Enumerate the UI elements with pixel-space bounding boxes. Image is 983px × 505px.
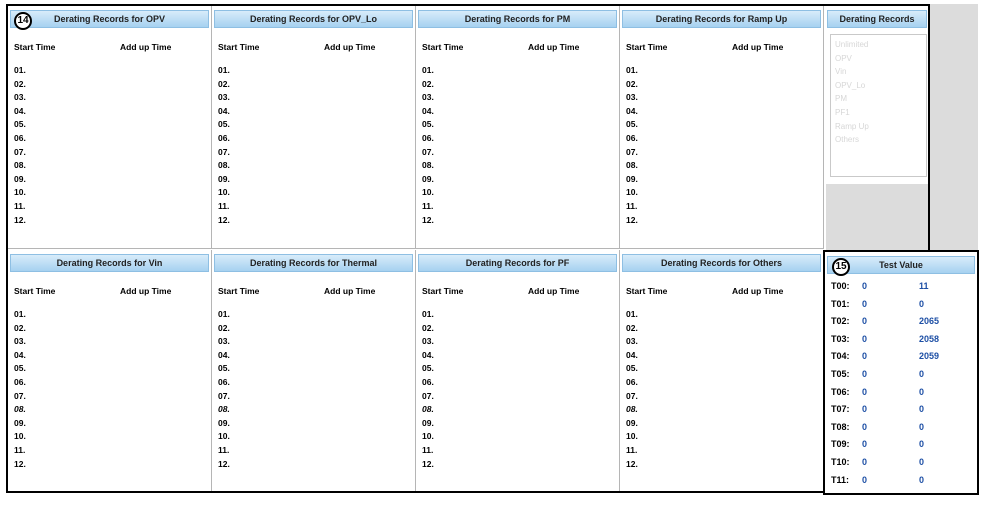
test-value-b: 0 xyxy=(919,298,925,309)
test-value-a: 0 xyxy=(862,404,868,415)
test-value-label: T11: xyxy=(831,474,850,485)
derating-records-option[interactable]: Vin xyxy=(835,67,847,77)
test-value-b: 0 xyxy=(919,457,925,467)
record-row-label: 10. xyxy=(626,431,638,442)
record-row-label: 04. xyxy=(626,349,638,360)
test-value-a: 0 xyxy=(862,474,868,485)
record-row-label: 11. xyxy=(626,200,638,211)
column-header-add-up-time: Add up Time xyxy=(324,286,376,296)
test-value-a: 0 xyxy=(862,386,868,397)
record-row-label: 07. xyxy=(14,390,26,401)
record-row-label: 09. xyxy=(626,173,638,184)
test-value-a: 0 xyxy=(862,316,868,327)
records-frame xyxy=(6,4,930,493)
record-row-label: 01. xyxy=(422,65,434,75)
record-row-label: 06. xyxy=(626,376,638,387)
derating-records-option[interactable]: Ramp Up xyxy=(835,121,869,131)
column-header-add-up-time: Add up Time xyxy=(732,286,784,296)
record-row-label: 07. xyxy=(218,390,230,401)
test-value-label: T04: xyxy=(831,351,850,362)
test-value-a: 0 xyxy=(862,298,868,309)
record-row-label: 08. xyxy=(626,404,638,415)
record-row-label: 06. xyxy=(14,376,26,387)
record-row-label: 01. xyxy=(218,309,230,319)
record-row-label: 10. xyxy=(14,431,26,442)
column-header-start-time: Start Time xyxy=(422,42,464,52)
derating-records-option[interactable]: Others xyxy=(835,135,860,145)
record-row-label: 11. xyxy=(626,444,638,455)
record-row-label: 06. xyxy=(14,132,26,143)
test-value-a: 0 xyxy=(862,421,868,432)
test-value-b: 2058 xyxy=(919,333,940,344)
callout-badge-15: 15 xyxy=(832,258,850,276)
test-value-label: T00: xyxy=(831,281,850,291)
test-value-b: 2059 xyxy=(919,351,940,362)
test-value-b: 0 xyxy=(919,439,925,450)
record-row-label: 12. xyxy=(626,214,638,225)
record-row-label: 12. xyxy=(422,458,434,469)
record-row-label: 10. xyxy=(218,187,230,198)
column-header-add-up-time: Add up Time xyxy=(732,42,784,52)
record-row-label: 06. xyxy=(422,132,434,143)
derating-records-option[interactable]: Unlimited xyxy=(835,40,869,49)
test-value-b: 0 xyxy=(919,369,925,379)
test-value-b: 0 xyxy=(919,474,925,485)
record-row-label: 11. xyxy=(422,200,434,211)
record-row-label: 12. xyxy=(14,214,26,225)
record-row-label: 08. xyxy=(218,404,230,415)
column-header-start-time: Start Time xyxy=(218,42,260,52)
record-row-label: 05. xyxy=(626,119,638,130)
column-header-add-up-time: Add up Time xyxy=(528,42,580,52)
record-row-label: 04. xyxy=(218,349,230,360)
record-row-label: 04. xyxy=(422,105,434,116)
test-value-label: T05: xyxy=(831,369,850,379)
record-row-label: 07. xyxy=(14,146,26,157)
derating-records-option[interactable]: PF1 xyxy=(835,107,850,117)
test-value-a: 0 xyxy=(862,351,868,362)
test-value-label: T01: xyxy=(831,298,850,309)
record-row-label: 07. xyxy=(422,146,434,157)
test-value-label: T09: xyxy=(831,439,850,450)
test-value-b: 0 xyxy=(919,421,925,432)
record-row-label: 03. xyxy=(626,336,638,347)
test-value-frame xyxy=(823,250,979,495)
derating-records-option[interactable]: OPV_Lo xyxy=(835,80,866,90)
record-row-label: 11. xyxy=(14,444,26,455)
record-row-label: 09. xyxy=(422,173,434,184)
test-value-label: T06: xyxy=(831,386,850,397)
record-row-label: 01. xyxy=(14,309,26,319)
test-value-a: 0 xyxy=(862,281,868,291)
column-header-start-time: Start Time xyxy=(14,286,56,296)
background-area xyxy=(930,4,978,250)
record-row-label: 09. xyxy=(14,417,26,428)
test-value-label: T07: xyxy=(831,404,850,415)
record-row-label: 01. xyxy=(218,65,230,75)
record-row-label: 02. xyxy=(14,322,26,333)
record-row-label: 08. xyxy=(218,160,230,171)
record-row-label: 09. xyxy=(14,173,26,184)
test-value-label: T03: xyxy=(831,333,850,344)
panel-header: Derating Records for Vin xyxy=(10,254,209,272)
record-row-label: 03. xyxy=(626,92,638,103)
record-row-label: 11. xyxy=(14,200,26,211)
record-row-label: 05. xyxy=(626,363,638,374)
derating-records-option[interactable]: PM xyxy=(835,94,847,104)
record-row-label: 05. xyxy=(422,119,434,130)
record-row-label: 04. xyxy=(218,105,230,116)
test-value-a: 0 xyxy=(862,333,868,344)
record-row-label: 01. xyxy=(422,309,434,319)
record-row-label: 02. xyxy=(626,78,638,89)
record-row-label: 09. xyxy=(218,417,230,428)
record-row-label: 10. xyxy=(422,431,434,442)
record-row-label: 12. xyxy=(218,458,230,469)
column-header-add-up-time: Add up Time xyxy=(120,286,172,296)
record-row-label: 12. xyxy=(218,214,230,225)
record-row-label: 07. xyxy=(626,146,638,157)
record-row-label: 02. xyxy=(626,322,638,333)
record-row-label: 11. xyxy=(218,444,230,455)
test-value-header: Test Value xyxy=(827,256,975,274)
record-row-label: 07. xyxy=(422,390,434,401)
record-row-label: 07. xyxy=(626,390,638,401)
record-row-label: 06. xyxy=(626,132,638,143)
record-row-label: 12. xyxy=(14,458,26,469)
record-row-label: 04. xyxy=(14,105,26,116)
record-row-label: 10. xyxy=(218,431,230,442)
test-value-b: 0 xyxy=(919,404,925,415)
test-value-a: 0 xyxy=(862,439,868,450)
record-row-label: 03. xyxy=(14,336,26,347)
test-value-b: 0 xyxy=(919,386,925,397)
panel-header: Derating Records for OPV xyxy=(10,10,209,28)
record-row-label: 02. xyxy=(218,78,230,89)
column-header-add-up-time: Add up Time xyxy=(324,42,376,52)
record-row-label: 06. xyxy=(218,376,230,387)
record-row-label: 04. xyxy=(14,349,26,360)
column-header-start-time: Start Time xyxy=(218,286,260,296)
column-header-start-time: Start Time xyxy=(626,286,668,296)
record-row-label: 06. xyxy=(218,132,230,143)
record-row-label: 03. xyxy=(422,92,434,103)
record-row-label: 10. xyxy=(626,187,638,198)
record-row-label: 06. xyxy=(422,376,434,387)
record-row-label: 01. xyxy=(626,309,638,319)
panel-header: Derating Records for PF xyxy=(418,254,617,272)
column-header-start-time: Start Time xyxy=(626,42,668,52)
record-row-label: 02. xyxy=(422,78,434,89)
record-row-label: 04. xyxy=(422,349,434,360)
panel-header: Derating Records for Thermal xyxy=(214,254,413,272)
record-row-label: 05. xyxy=(422,363,434,374)
record-row-label: 03. xyxy=(218,92,230,103)
record-row-label: 08. xyxy=(626,160,638,171)
record-row-label: 05. xyxy=(14,363,26,374)
record-row-label: 02. xyxy=(218,322,230,333)
record-row-label: 01. xyxy=(14,65,26,75)
record-row-label: 02. xyxy=(14,78,26,89)
test-value-a: 0 xyxy=(862,369,868,379)
record-row-label: 07. xyxy=(218,146,230,157)
callout-badge-14: 14 xyxy=(14,12,32,30)
test-value-label: T10: xyxy=(831,457,850,467)
record-row-label: 09. xyxy=(218,173,230,184)
derating-records-option[interactable]: OPV xyxy=(835,53,852,63)
column-header-start-time: Start Time xyxy=(422,286,464,296)
record-row-label: 12. xyxy=(626,458,638,469)
record-row-label: 05. xyxy=(218,119,230,130)
record-row-label: 08. xyxy=(422,160,434,171)
column-header-add-up-time: Add up Time xyxy=(120,42,172,52)
test-value-a: 0 xyxy=(862,457,868,467)
panel-header: Derating Records for OPV_Lo xyxy=(214,10,413,28)
record-row-label: 04. xyxy=(626,105,638,116)
panel-header: Derating Records for PM xyxy=(418,10,617,28)
column-header-add-up-time: Add up Time xyxy=(528,286,580,296)
test-value-b: 2065 xyxy=(919,316,940,327)
column-header-start-time: Start Time xyxy=(14,42,56,52)
record-row-label: 11. xyxy=(218,200,230,211)
record-row-label: 12. xyxy=(422,214,434,225)
record-row-label: 10. xyxy=(422,187,434,198)
record-row-label: 08. xyxy=(14,160,26,171)
record-row-label: 05. xyxy=(14,119,26,130)
record-row-label: 03. xyxy=(14,92,26,103)
record-row-label: 08. xyxy=(14,404,26,415)
record-row-label: 03. xyxy=(218,336,230,347)
record-row-label: 01. xyxy=(626,65,638,75)
record-row-label: 08. xyxy=(422,404,434,415)
record-row-label: 09. xyxy=(626,417,638,428)
test-value-label: T08: xyxy=(831,421,850,432)
panel-header: Derating Records xyxy=(827,10,927,28)
test-value-b: 11 xyxy=(919,281,929,291)
record-row-label: 11. xyxy=(422,444,434,455)
record-row-label: 05. xyxy=(218,363,230,374)
record-row-label: 03. xyxy=(422,336,434,347)
record-row-label: 02. xyxy=(422,322,434,333)
test-value-label: T02: xyxy=(831,316,850,327)
panel-header: Derating Records for Ramp Up xyxy=(622,10,821,28)
record-row-label: 10. xyxy=(14,187,26,198)
record-row-label: 09. xyxy=(422,417,434,428)
panel-header: Derating Records for Others xyxy=(622,254,821,272)
